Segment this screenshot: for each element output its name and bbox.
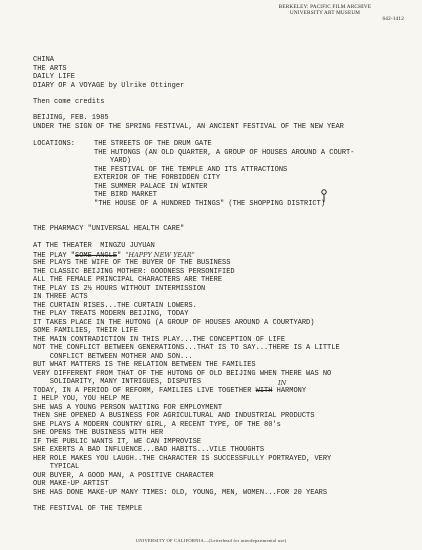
location-item: THE STREETS OF THE DRUM GATE: [94, 140, 212, 148]
body-line: SHE HAS DONE MAKE-UP MANY TIMES: OLD, YOUNG, MEN, WOMEN...FOR 20 YEARS: [33, 488, 328, 497]
beijing-date: BEIJING, FEB. 1985: [33, 114, 109, 122]
intro-line-3: DAILY LIFE: [33, 73, 76, 81]
body-line: THE PLAY TREATS MODERN BEIJING, TODAY: [33, 310, 189, 318]
body-line: OUR MAKE-UP ARTIST: [33, 480, 109, 488]
body-line: SHE OPENS THE BUSINESS WITH HER: [33, 429, 164, 437]
credits-line: Then come credits: [33, 98, 105, 106]
spring-festival-line: UNDER THE SIGN OF THE SPRING FESTIVAL, AN ANCIENT FESTIVAL OF THE NEW YEAR: [33, 122, 344, 131]
body-line: VERY DIFFERENT FROM THAT OF THE HUTONG OF OLD BEIJING WHEN THERE WAS NO: [33, 369, 332, 378]
body-line: SHE WAS A YOUNG PERSON WAITING FOR EMPLOYMENT: [33, 403, 223, 412]
play-prefix: THE PLAY ": [33, 251, 76, 260]
letterhead: [240, 4, 410, 22]
body-line: THE MAIN CONTRADICTION IN THIS PLAY...THE CONCEPTION OF LIFE: [33, 335, 286, 344]
pen-mark-icon: [320, 189, 328, 203]
location-item: THE FESTIVAL OF THE TEMPLE AND ITS ATTRACTIONS: [94, 165, 288, 174]
body-line: SHE PLAYS A MODERN COUNTRY GIRL, A RECENT TYPE, OF THE 80's: [33, 420, 281, 429]
body-line: NOT THE CONFLICT BETWEEN GENERATIONS...THAT IS TO SAY...THERE IS A LITTLE: [33, 344, 340, 352]
letterhead-phone: 642-1412: [382, 16, 404, 22]
intro-line-1: CHINA: [33, 56, 55, 64]
body-line: SOLIDARITY, MANY INTRIGUES, DISPUTES: [33, 378, 202, 386]
letterhead-line-1: BERKELEY: PACIFIC FILM ARCHIVE: [278, 4, 372, 10]
struck-word: WITH: [255, 386, 273, 395]
body-line: CONFLICT BETWEEN MOTHER AND SON...: [33, 352, 193, 361]
body-line: TYPICAL: [33, 463, 80, 471]
location-item: EXTERIOR OF THE FORBIDDEN CITY: [94, 174, 221, 182]
body-line: THE CURTAIN RISES...THE CURTAIN LOWERS.: [33, 301, 197, 310]
location-item: THE BIRD MARKET: [94, 191, 158, 199]
body-line: THE CLASSIC BEIJING MOTHER: GOODNESS PERSONIFIED: [33, 267, 235, 276]
today-line: [33, 387, 306, 396]
theater-line: AT THE THEATER MINGZU JUYUAN: [33, 242, 155, 250]
body-line: IN THREE ACTS: [33, 293, 88, 301]
body-line: THEN SHE OPENED A BUSINESS FOR AGRICULTURAL AND INDUSTRIAL PRODUCTS: [33, 412, 315, 420]
body-line: ALL THE FEMALE PRINCIPAL CHARACTERS ARE THERE: [33, 276, 223, 284]
handwritten-insert: IN: [278, 379, 287, 387]
struck-title: SOME ANGLE: [75, 251, 118, 260]
body-line: IF THE PUBLIC WANTS IT, WE CAN IMPROVISE: [33, 437, 202, 446]
body-line: I HELP YOU, YOU HELP ME: [33, 395, 130, 403]
play-suffix: ": [117, 251, 122, 260]
body-line: SOME FAMILIES, THEIR LIFE: [33, 327, 139, 335]
intro-line-2: THE ARTS: [33, 64, 67, 73]
location-item: YARD): [110, 157, 132, 165]
body-line: SHE EXERTS A BAD INFLUENCE...BAD HABITS...VILE THOUGHTS: [33, 446, 265, 454]
location-item: THE HUTONGS (AN OLD QUARTER, A GROUP OF HOUSES AROUND A COURT-: [94, 148, 355, 157]
pharmacy-line: THE PHARMACY "UNIVERSAL HEALTH CARE": [33, 225, 185, 233]
body-line: OUR BUYER, A GOOD MAN, A POSITIVE CHARACTER: [33, 471, 214, 480]
handwritten-title: "HAPPY NEW YEAR": [125, 250, 195, 259]
body-line: HER ROLE MAKES YOU LAUGH..THE CHARACTER IS SUCCESSFULLY PORTRAYED, VERY: [33, 454, 332, 463]
location-item: "THE HOUSE OF A HUNDRED THINGS" (THE SHOPPING DISTRICT): [94, 199, 326, 208]
body-line: IT TAKES PLACE IN THE HUTONG (A GROUP OF HOUSES AROUND A COURTYARD): [33, 318, 315, 327]
body-line: BUT WHAT MATTERS IS THE RELATION BETWEEN THE FAMILIES: [33, 361, 256, 369]
today-suffix: HARMONY: [272, 386, 307, 395]
locations-label: LOCATIONS:: [33, 140, 76, 148]
footer-letterhead: UNIVERSITY OF CALIFORNIA—(Letterhead for interdepartmental use): [135, 538, 287, 543]
intro-line-4: DIARY OF A VOYAGE by Ulrike Ottinger: [33, 81, 185, 90]
letterhead-line-2: UNIVERSITY ART MUSEUM: [289, 10, 361, 16]
body-line: SHE PLAYS THE WIFE OF THE BUYER OF THE BUSINESS: [33, 259, 231, 267]
location-item: THE SUMMER PALACE IN WINTER: [94, 182, 208, 191]
body-line: THE PLAY IS 2½ HOURS WITHOUT INTERMISSION: [33, 284, 206, 293]
today-prefix: TODAY, IN A PERIOD OF REFORM, FAMILIES LIVE TOGETHER: [33, 386, 256, 395]
festival-line: THE FESTIVAL OF THE TEMPLE: [33, 505, 143, 513]
